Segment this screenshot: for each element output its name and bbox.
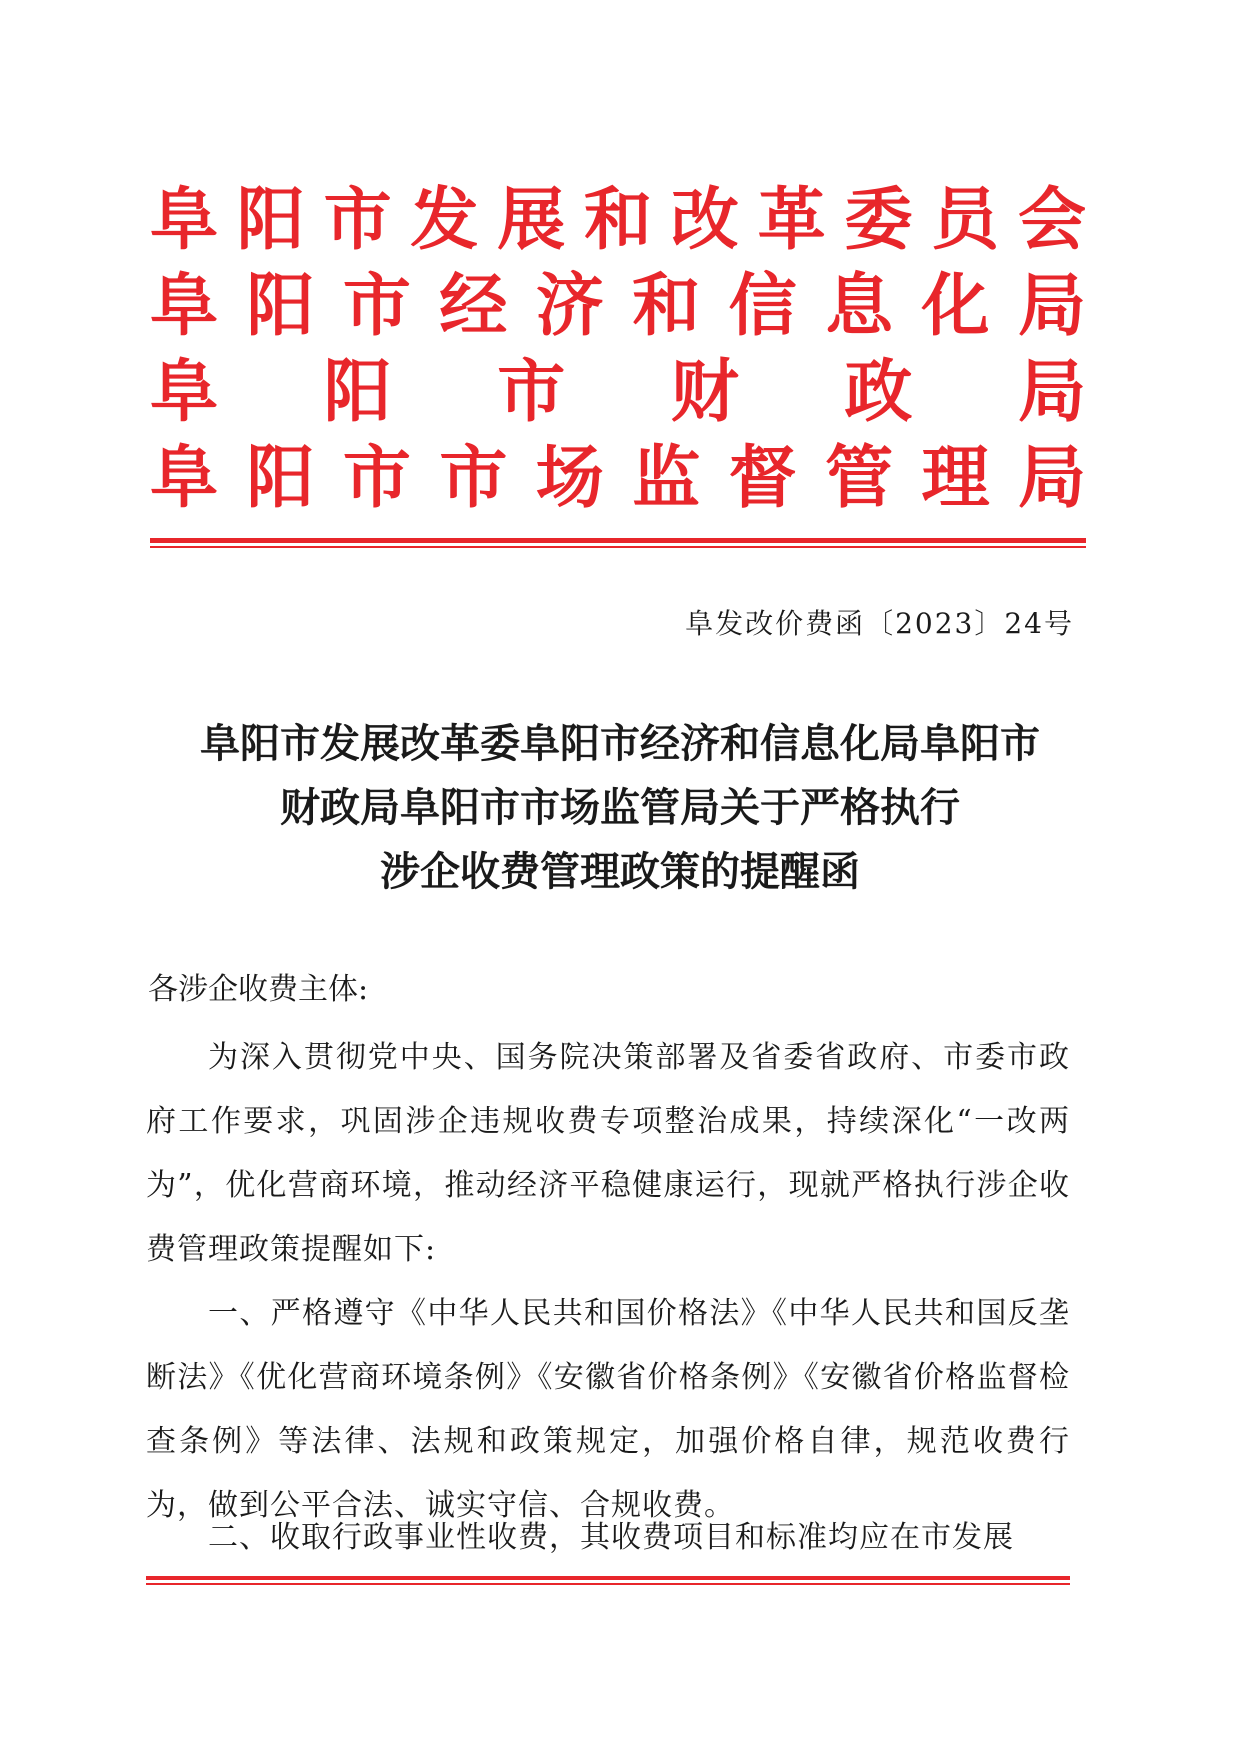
- masthead-line-1: [150, 178, 1086, 262]
- masthead-char: 财: [670, 352, 739, 432]
- masthead-char: 和: [583, 180, 652, 260]
- masthead-char: 政: [844, 352, 913, 432]
- document-number: 阜发改价费函〔2023〕24号: [685, 607, 1074, 640]
- title-line-2: 财政局阜阳市市场监管局关于严格执行: [280, 784, 960, 831]
- masthead-char: 员: [931, 180, 1000, 260]
- masthead-char: 会: [1017, 180, 1086, 260]
- body-paragraph-1: 为深入贯彻党中央、国务院决策部署及省委省政府、市委市政府工作要求，巩固涉企违规收费专项整治成果，持续深化“一改两为”，优化营商环境，推动经济平稳健康运行，现就严格执行涉企收费管理政策提醒如下:: [146, 1040, 1070, 1267]
- title-line-3: 涉企收费管理政策的提醒函: [380, 848, 860, 895]
- masthead-char: 市: [497, 352, 566, 432]
- masthead-char: 阜: [150, 180, 219, 260]
- masthead-char: 改: [670, 180, 739, 260]
- salutation: 各涉企收费主体:: [148, 972, 369, 1007]
- body-paragraph-3: 二、收取行政事业性收费，其收费项目和标准均应在市发展: [208, 1520, 1014, 1555]
- masthead-char: 发: [410, 180, 479, 260]
- masthead-line-4: [150, 436, 1086, 520]
- masthead-char: 阜: [150, 438, 219, 518]
- masthead-char: 市: [323, 180, 392, 260]
- masthead-char: 市: [342, 266, 411, 346]
- masthead-char: 局: [1017, 352, 1086, 432]
- title-line-1: 阜阳市发展改革委阜阳市经济和信息化局阜阳市: [200, 720, 1040, 767]
- masthead-char: 阳: [236, 180, 305, 260]
- masthead-divider: [150, 538, 1086, 548]
- masthead-char: 监: [632, 438, 701, 518]
- masthead-char: 息: [825, 266, 894, 346]
- masthead-char: 管: [825, 438, 894, 518]
- masthead-char: 阜: [150, 352, 219, 432]
- body-paragraph-2: 一、严格遵守《中华人民共和国价格法》《中华人民共和国反垄断法》《优化营商环境条例》《安徽省价格条例》《安徽省价格监督检查条例》等法律、法规和政策规定，加强价格自律，规范收费行为，做到公平合法、诚实守信、合规收费。: [146, 1296, 1070, 1523]
- masthead-char: 阳: [246, 438, 315, 518]
- masthead-char: 展: [497, 180, 566, 260]
- masthead-char: 经: [439, 266, 508, 346]
- masthead-line-3: [150, 350, 1086, 434]
- masthead-char: 市: [439, 438, 508, 518]
- masthead-line-2: [150, 264, 1086, 348]
- masthead-char: 理: [921, 438, 990, 518]
- divider-thin-line: [150, 546, 1086, 548]
- masthead-char: 济: [535, 266, 604, 346]
- masthead-char: 阜: [150, 266, 219, 346]
- footer-divider-thin-line: [146, 1583, 1070, 1585]
- masthead-char: 局: [1017, 266, 1086, 346]
- masthead-char: 市: [342, 438, 411, 518]
- masthead-char: 委: [844, 180, 913, 260]
- masthead-char: 局: [1017, 438, 1086, 518]
- masthead-char: 阳: [323, 352, 392, 432]
- masthead-char: 革: [757, 180, 826, 260]
- masthead-char: 督: [728, 438, 797, 518]
- masthead-char: 和: [632, 266, 701, 346]
- masthead-char: 阳: [246, 266, 315, 346]
- footer-divider: [146, 1576, 1070, 1585]
- masthead-char: 场: [535, 438, 604, 518]
- masthead-char: 信: [728, 266, 797, 346]
- masthead-char: 化: [921, 266, 990, 346]
